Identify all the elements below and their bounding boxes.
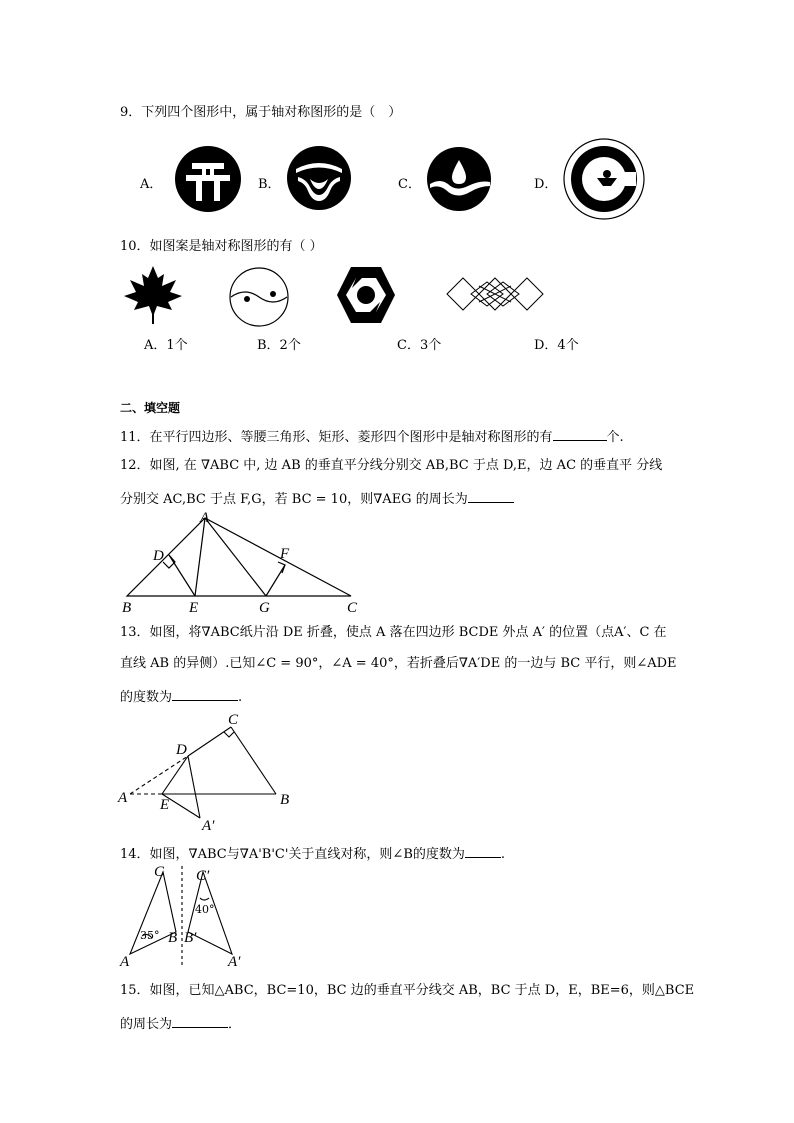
q10-option-d: D．4个 <box>534 338 579 353</box>
q15-answer-blank[interactable] <box>172 1015 228 1028</box>
q14-label-b-prime: B′ <box>184 930 197 946</box>
yin-yang-icon <box>229 267 289 327</box>
q9-stem: 9．下列四个图形中，属于轴对称图形的是（ ） <box>120 105 402 120</box>
q11-before: 11．在平行四边形、等腰三角形、矩形、菱形四个图形中是轴对称图形的有 <box>120 430 553 445</box>
knot-pattern-icon <box>445 276 545 312</box>
q14-figure <box>116 862 252 970</box>
q12-line1: 12．如图, 在 ∇ABC 中, 边 AB 的垂直平分线分别交 AB,BC 于点 D,E，边 AC 的垂直平 分线 <box>120 458 663 473</box>
q13-label-c: C <box>228 712 239 728</box>
shield-wave-logo-icon <box>286 145 352 211</box>
q13-label-b: B <box>280 792 290 808</box>
c-ring-logo-icon <box>563 138 645 220</box>
q10-stem: 10．如图案是轴对称图形的有（ ） <box>120 239 323 254</box>
q14-label-c: C <box>154 864 165 880</box>
q10-option-a: A．1个 <box>144 338 188 353</box>
q12-label-c: C <box>347 600 358 616</box>
q14-answer-blank[interactable] <box>465 845 501 858</box>
q10-option-c: C．3个 <box>397 338 442 353</box>
q13-line3 <box>120 688 242 704</box>
q14-after: . <box>500 847 506 862</box>
maple-leaf-icon <box>122 264 184 326</box>
q9-option-b: B． <box>258 177 281 192</box>
q13-label-d: D <box>176 742 187 758</box>
q10-option-b: B．2个 <box>257 338 301 353</box>
droplet-wave-logo-icon <box>426 146 492 212</box>
q13-answer-blank[interactable] <box>172 688 238 701</box>
q15-line2 <box>120 1015 241 1031</box>
q14-label-c-prime: C′ <box>196 868 210 884</box>
q13-line3-after: . <box>238 690 243 705</box>
q12-label-f: F <box>280 546 290 562</box>
q12-label-a: A <box>200 510 210 526</box>
hexagon-nut-icon <box>336 266 396 324</box>
q13-label-a: A <box>118 790 128 806</box>
gear-logo-icon <box>174 145 242 213</box>
q13-line2: 直线 AB 的异侧）.已知∠C = 90°，∠A = 40°，若折叠后∇A′DE 的一边与 BC 平行，则∠ADE <box>120 656 677 671</box>
q15-line2-before: 的周长为 <box>120 1017 173 1032</box>
q13-label-a-prime: A′ <box>202 818 215 834</box>
q11-text <box>120 428 624 444</box>
q12-label-g: G <box>259 600 270 616</box>
q13-label-e: E <box>160 797 170 813</box>
q12-line2 <box>120 490 514 506</box>
q14-text <box>120 845 505 861</box>
q14-angle-35: 35° <box>140 929 160 942</box>
q11-answer-blank[interactable] <box>553 428 607 441</box>
q12-answer-blank[interactable] <box>468 490 514 503</box>
q14-before: 14．如图，∇ABC与∇A'B'C'关于直线对称，则∠B的度数为 <box>120 847 465 862</box>
section-title: 二、填空题 <box>120 401 181 415</box>
q14-label-a-prime: A′ <box>228 954 241 970</box>
q13-figure <box>118 710 298 834</box>
q9-option-a: A． <box>140 177 163 192</box>
q13-line1: 13．如图，将∇ABC纸片沿 DE 折叠，使点 A 落在四边形 BCDE 外点 A′ 的位置（点A′、C 在 <box>120 625 667 640</box>
q15-line2-after: ． <box>228 1017 242 1032</box>
q12-line2-text: 分别交 AC,BC 于点 F,G，若 BC = 10，则∇AEG 的周长为 <box>120 492 468 507</box>
q14-label-a: A <box>120 954 130 970</box>
q13-line3-before: 的度数为 <box>120 690 173 705</box>
q15-line1: 15．如图，已知△ABC，BC=10，BC 边的垂直平分线交 AB，BC 于点 D，E，BE=6，则△BCE <box>120 983 695 998</box>
q11-after: 个. <box>606 430 624 445</box>
q12-label-d: D <box>153 548 164 564</box>
q12-label-b: B <box>122 600 132 616</box>
q9-option-c: C． <box>398 177 421 192</box>
q12-figure <box>118 512 368 616</box>
q9-option-d: D． <box>534 177 558 192</box>
q14-angle-40: 40° <box>195 903 215 916</box>
q12-label-e: E <box>189 600 199 616</box>
q14-label-b: B <box>168 930 178 946</box>
